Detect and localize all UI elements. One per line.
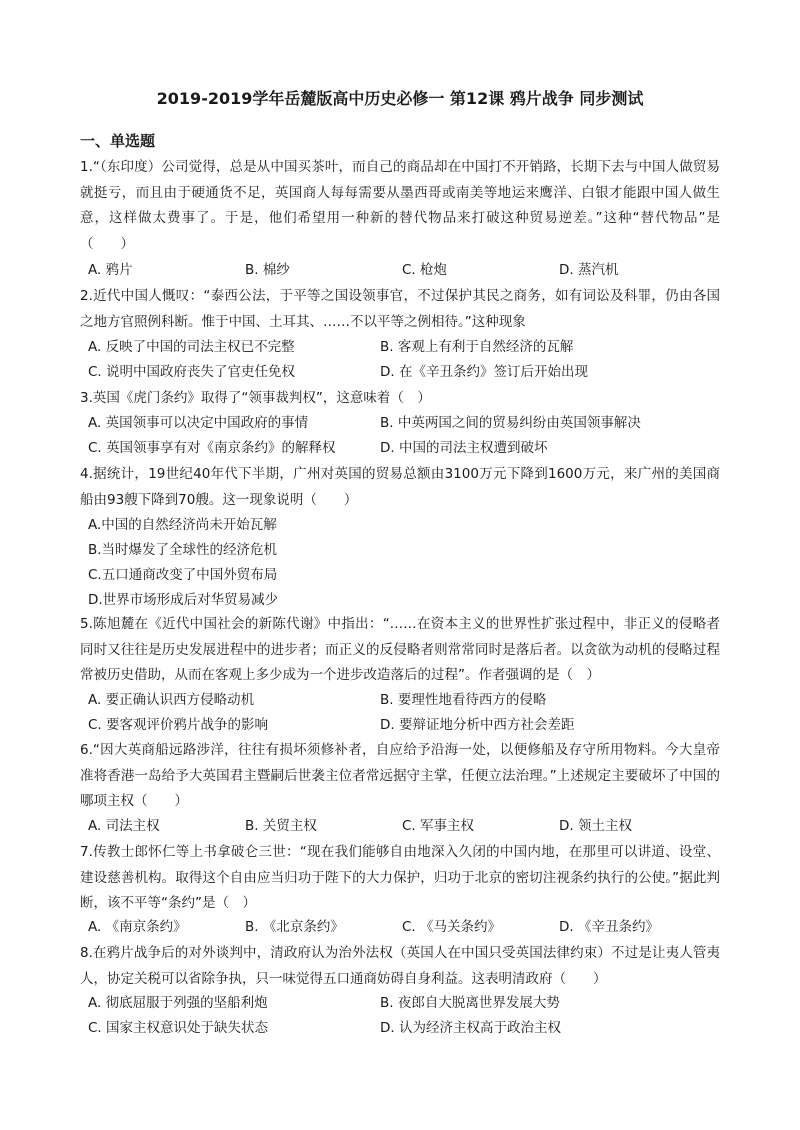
q8-option-a: A. 彻底屈服于列强的坚船利炮 — [88, 995, 268, 1011]
q5-option-d: D. 要辩证地分析中西方社会差距 — [380, 717, 575, 733]
q3-option-c: C. 英国领事享有对《南京条约》的解释权 — [88, 440, 336, 456]
q8-option-c: C. 国家主权意识处于缺失状态 — [88, 1020, 269, 1036]
q7-option-b: B. 《北京条约》 — [245, 919, 344, 935]
q5-option-a: A. 要正确认识西方侵略动机 — [88, 692, 255, 708]
q6-option-b: B. 关贸主权 — [245, 818, 317, 834]
q5-option-c: C. 要客观评价鸦片战争的影响 — [88, 717, 269, 733]
q1-option-b: B. 棉纱 — [245, 262, 290, 278]
q3-option-a: A. 英国领事可以决定中国政府的事情 — [88, 415, 309, 431]
q3-option-d: D. 中国的司法主权遭到破坏 — [380, 440, 548, 456]
question-7-stem: 7.传教士郎怀仁等上书拿破仑三世：“现在我们能够自由地深入久闭的中国内地，在那里可以讲道、设堂、建设慈善机构。取得这个自由应当归功于陛下的大力保护，归功于北京的密切注视条约执行的公使。”据此判断，该不平等“条约”是（ ） — [80, 844, 720, 911]
question-7-options — [88, 915, 728, 940]
q6-option-a: A. 司法主权 — [88, 818, 160, 834]
q6-option-c: C. 军事主权 — [402, 818, 475, 834]
q1-option-a: A. 鸦片 — [88, 262, 133, 278]
q1-option-c: C. 枪炮 — [402, 262, 448, 278]
section-heading: 一、单选题 — [80, 132, 156, 150]
q6-option-d: D. 领土主权 — [559, 818, 632, 834]
question-8-stem: 8.在鸦片战争后的对外谈判中，清政府认为治外法权（英国人在中国只受英国法律约束）不过是让夷人管夷人，协定关税可以省除争执，只一味觉得五口通商妨碍自身利益。这表明清政府（ ） — [80, 945, 720, 987]
document-title: 2019-2019学年岳麓版高中历史必修一 第12课 鸦片战争 同步测试 — [156, 89, 644, 108]
q3-option-b: B. 中英两国之间的贸易纠纷由英国领事解决 — [380, 415, 641, 431]
q8-option-b: B. 夜郎自大脱离世界发展大势 — [380, 995, 560, 1011]
question-5-stem: 5.陈旭麓在《近代中国社会的新陈代谢》中指出：“……在资本主义的世界性扩张过程中，非正义的侵略者同时又往往是历史发展进程中的进步者；而正义的反侵略者则常常同时是落后者。以贪欲为动机的侵略过程常被历史借助，从而在客观上多少成为一个进步改造落后的过程”。作者强调的是（ ） — [80, 616, 720, 683]
q1-option-d: D. 蒸汽机 — [559, 262, 619, 278]
question-8-options — [88, 991, 728, 1041]
q8-option-d: D. 认为经济主权高于政治主权 — [380, 1020, 561, 1036]
question-1-options — [88, 258, 728, 283]
question-3-stem: 3.英国《虎门条约》取得了“领事裁判权”，这意味着（ ） — [80, 390, 431, 406]
question-2-stem: 2.近代中国人慨叹：“泰西公法，于平等之国设领事官，不过保护其民之商务，如有词讼及科罪，仍由各国之地方官照例科断。惟于中国、土耳其、……不以平等之例相待。”这种现象 — [80, 288, 720, 330]
question-4-options — [88, 513, 728, 613]
question-2-options — [88, 335, 728, 385]
q4-option-d: D.世界市场形成后对华贸易减少 — [88, 592, 279, 608]
q2-option-d: D. 在《辛丑条约》签订后开始出现 — [380, 364, 588, 380]
question-1-stem: 1.“（东印度）公司觉得，总是从中国买茶叶，而自己的商品却在中国打不开销路，长期下去与中国人做贸易就挺亏，而且由于硬通货不足，英国商人每每需要从墨西哥或南美等地运来鹰洋、白银才能跟中国人做生意，这样做太费事了。于是，他们希望用一种新的替代物品来打破这种贸易逆差。”这种“替代物品”是（ ） — [80, 159, 720, 252]
q4-option-a: A.中国的自然经济尚未开始瓦解 — [88, 517, 277, 533]
q2-option-b: B. 客观上有利于自然经济的瓦解 — [380, 339, 574, 355]
question-6-options — [88, 814, 728, 839]
question-6-stem: 6.“因大英商船远路涉洋，往往有损坏须修补者，自应给予沿海一处，以便修船及存守所用物料。今大皇帝准将香港一岛给予大英国君主暨嗣后世袭主位者常远据守主掌，任便立法治理。”上述规定主要破坏了中国的哪项主权（ ） — [80, 742, 720, 809]
question-3-options — [88, 411, 728, 461]
q5-option-b: B. 要理性地看待西方的侵略 — [380, 692, 547, 708]
question-4-stem: 4.据统计，19世纪40年代下半期，广州对英国的贸易总额由3100万元下降到1600万元，来广州的美国商船由93艘下降到70艘。这一现象说明（ ） — [80, 466, 720, 508]
q4-option-b: B.当时爆发了全球性的经济危机 — [88, 542, 278, 558]
q2-option-a: A. 反映了中国的司法主权已不完整 — [88, 339, 295, 355]
q4-option-c: C.五口通商改变了中国外贸布局 — [88, 567, 278, 583]
question-5-options — [88, 688, 728, 738]
q7-option-c: C. 《马关条约》 — [402, 919, 502, 935]
q2-option-c: C. 说明中国政府丧失了官吏任免权 — [88, 364, 296, 380]
q7-option-a: A. 《南京条约》 — [88, 919, 187, 935]
q7-option-d: D. 《辛丑条约》 — [559, 919, 659, 935]
